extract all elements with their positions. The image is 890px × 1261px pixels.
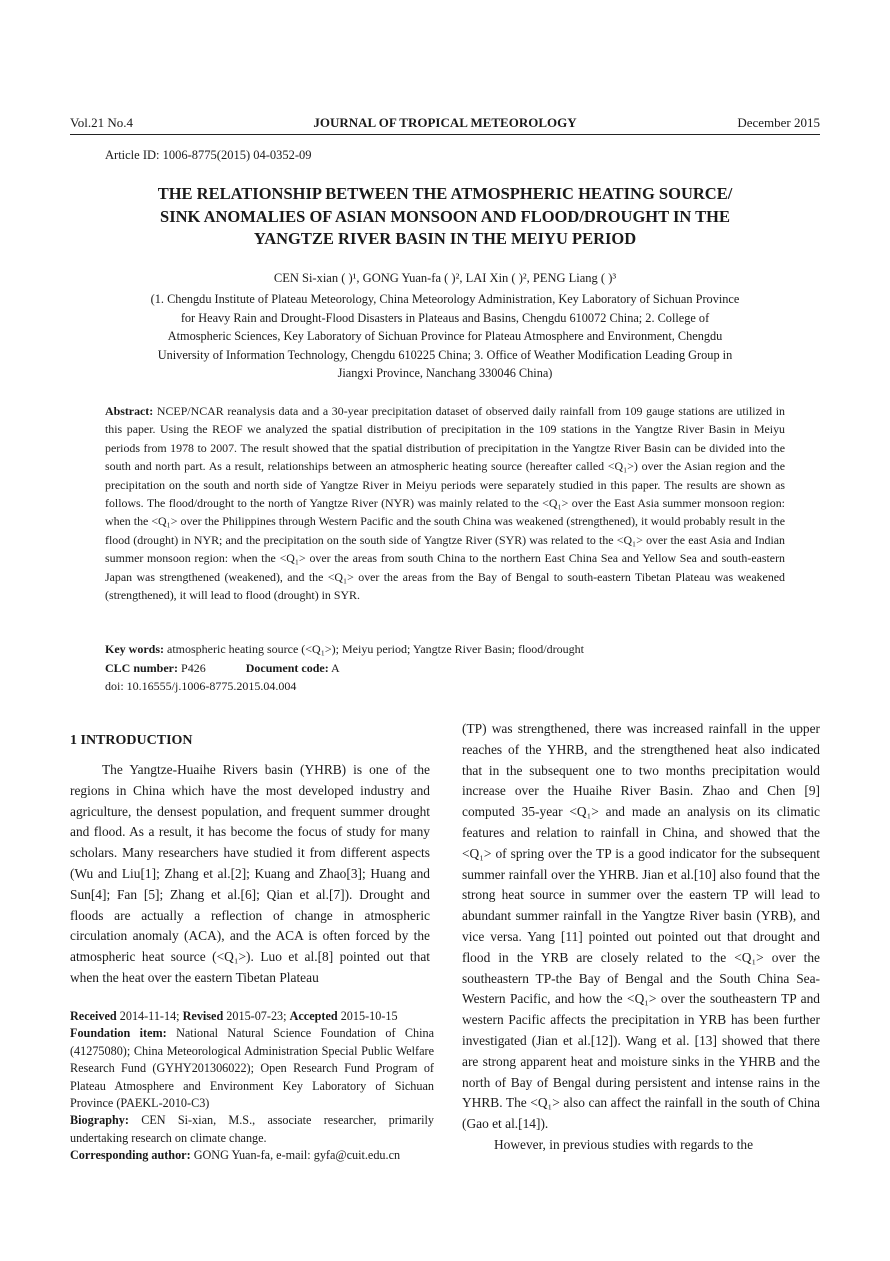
keywords-label: Key words: bbox=[105, 642, 164, 656]
corresponding-text: GONG Yuan-fa, e-mail: gyfa@cuit.edu.cn bbox=[193, 1148, 401, 1163]
received-label: Received bbox=[70, 1009, 117, 1023]
biography-text: CEN Si-xian, M.S., associate researcher, primarily undertaking research on climate change. bbox=[70, 1113, 435, 1145]
doi: doi: 10.16555/j.1006-8775.2015.04.004 bbox=[105, 679, 297, 693]
doc-code-value: A bbox=[331, 660, 340, 675]
section-heading: 1 INTRODUCTION bbox=[70, 733, 193, 748]
intro-left-column bbox=[70, 760, 430, 989]
running-header bbox=[70, 115, 820, 133]
keywords-text: atmospheric heating source (<Q₁>); Meiyu period; Yangtze River Basin; flood/drought bbox=[167, 642, 584, 656]
footnotes bbox=[70, 1008, 434, 1165]
title-line: YANGTZE RIVER BASIN IN THE MEIYU PERIOD bbox=[253, 229, 637, 248]
paper-title bbox=[95, 183, 795, 251]
affiliation-line: for Heavy Rain and Drought-Flood Disasters in Plateaus and Basins, Chengdu 610072 China; 2. College of bbox=[180, 310, 710, 325]
header-rule bbox=[70, 134, 820, 135]
received-date: 2014-11-14; bbox=[119, 1009, 180, 1023]
intro-paragraph: However, in previous studies with regards to the bbox=[494, 1136, 754, 1152]
revised-label: Revised bbox=[182, 1009, 224, 1023]
affiliation-line: Jiangxi Province, Nanchang 330046 China) bbox=[337, 366, 553, 380]
clc-value: P426 bbox=[181, 660, 206, 675]
abstract bbox=[105, 402, 785, 604]
doc-code-label: Document code: bbox=[245, 660, 329, 675]
title-line: THE RELATIONSHIP BETWEEN THE ATMOSPHERIC HEATING SOURCE/ bbox=[157, 184, 733, 203]
journal-volume: Vol.21 No.4 bbox=[70, 115, 133, 130]
affiliations bbox=[100, 290, 790, 383]
accepted-label: Accepted bbox=[289, 1009, 338, 1023]
affiliation-line: University of Information Technology, Chengdu 610225 China; 3. Office of Weather Modification Leading Group in bbox=[157, 347, 733, 362]
author-list: CEN Si-xian ( )¹, GONG Yuan-fa ( )², LAI Xin ( )², PENG Liang ( )³ bbox=[273, 271, 617, 285]
clc-label: CLC number: bbox=[105, 660, 179, 675]
foundation-label: Foundation item: bbox=[70, 1026, 167, 1041]
keywords-block bbox=[105, 640, 785, 696]
intro-paragraph: The Yangtze-Huaihe Rivers basin (YHRB) is one of the regions in China which have the most developed industry and agriculture, the densest population, and frequent summer drought and flood. As a result, it has become the focus of study for many scholars. Many researchers have studied it from different aspects (Wu and Liu[1]; Zhang et al.[2]; Kuang and Zhao[3]; Huang and Sun[4]; Fan [5]; Zhang et al.[6]; Qian et al.[7]). Drought and floods are actually a reflection of change in atmospheric circulation anomaly (ACA), and the ACA is often forced by the atmospheric heat source (<Q₁>). Luo et al.[8] pointed out that when the heat over the eastern Tibetan Plateau bbox=[70, 762, 430, 985]
revised-date: 2015-07-23; bbox=[226, 1009, 287, 1023]
corresponding-label: Corresponding author: bbox=[70, 1148, 191, 1163]
intro-right-column bbox=[462, 719, 820, 1156]
affiliation-line: Atmospheric Sciences, Key Laboratory of Sichuan Province for Plateau Atmosphere and Environment, Chengdu bbox=[167, 329, 723, 343]
foundation-text: National Natural Science Foundation of China (41275080); China Meteorological Administration Special Public Welfare Research Fund (GYHY201306022); Open Research Fund Program of Plateau Atmosphere and Environment Key Laboratory of Sichuan Province (PAEKL-2010-C3) bbox=[70, 1026, 434, 1111]
article-id: Article ID: 1006-8775(2015) 04-0352-09 bbox=[105, 148, 312, 162]
abstract-label: Abstract: bbox=[105, 404, 154, 418]
journal-name: JOURNAL OF TROPICAL METEOROLOGY bbox=[313, 115, 577, 130]
intro-paragraph: (TP) was strengthened, there was increased rainfall in the upper reaches of the YHRB, and the strengthened heat also indicated that in the subsequent one to two months precipitation would increase over the Huaihe River Basin. Zhao and Chen [9] computed 35-year <Q₁> and made an analysis on its climatic features and relation to rainfall in China, and showed that the <Q₁> of spring over the TP is a good indicator for the subsequent summer rainfall over the YHRB. Jian et al.[10] also found that the strong heat source in summer over the eastern TP will lead to abundant summer rainfall in the Yangtze River basin (YRB), and vice versa. Yang [11] pointed out pointed out that drought and flood in the YRB are closely related to the <Q₁> over the southeastern TP-the Bay of Bengal and the South China Sea-Western Pacific, and how the <Q₁> over the southeastern TP and western Pacific affects the precipitation in YRB has been further investigated (Jian et al.[12]). Wang et al. [13] showed that there are strong apparent heat and moisture sinks in the YHRB and the north of Bay of Bengal during persistent and intense rains in the YHRB. The <Q₁> also can affect the rainfall in the south of China (Gao et al.[14]). bbox=[462, 721, 820, 1132]
affiliation-line: (1. Chengdu Institute of Plateau Meteorology, China Meteorology Administration, Key Laboratory of Sichuan Province bbox=[150, 292, 740, 306]
accepted-date: 2015-10-15 bbox=[340, 1009, 398, 1023]
title-line: SINK ANOMALIES OF ASIAN MONSOON AND FLOOD/DROUGHT IN THE bbox=[160, 206, 730, 226]
abstract-text: NCEP/NCAR reanalysis data and a 30-year precipitation dataset of observed daily rainfall from 109 gauge stations are utilized in this paper. Using the REOF we analyzed the spatial distribution of precipitation in the 109 stations in the Yangtze River Basin in Meiyu periods from 1978 to 2007. The result showed that the spatial distribution of precipitation in the Yangtze River Basin can be divided into the south and north part. As a result, relationships between an atmospheric heating source (hereafter called <Q₁>) over the Asian region and the precipitation on the south and north side of Yangtze River in Meiyu periods were separately studied in this paper. The results are shown as follows. The flood/drought to the north of Yangtze River (NYR) was mainly related to the <Q₁> over the East Asia summer monsoon region: when the <Q₁> over the Philippines through Western Pacific and the south China was weakened (strengthened), it would probably result in the flood (drought) in NYR; and the precipitation on the south side of Yangtze River (SYR) was related to the <Q₁> over the east Asia and Indian summer monsoon region: when the <Q₁> over the areas from south China to the northern East China Sea and Yellow Sea and south-eastern Japan was strengthened (weakened), and the <Q₁> over the areas from the Bay of Bengal to south-eastern Tibetan Plateau was weakened (strengthened), it will lead to flood (drought) in SYR. bbox=[105, 404, 785, 603]
biography-label: Biography: bbox=[70, 1113, 129, 1128]
issue-date: December 2015 bbox=[737, 115, 820, 130]
